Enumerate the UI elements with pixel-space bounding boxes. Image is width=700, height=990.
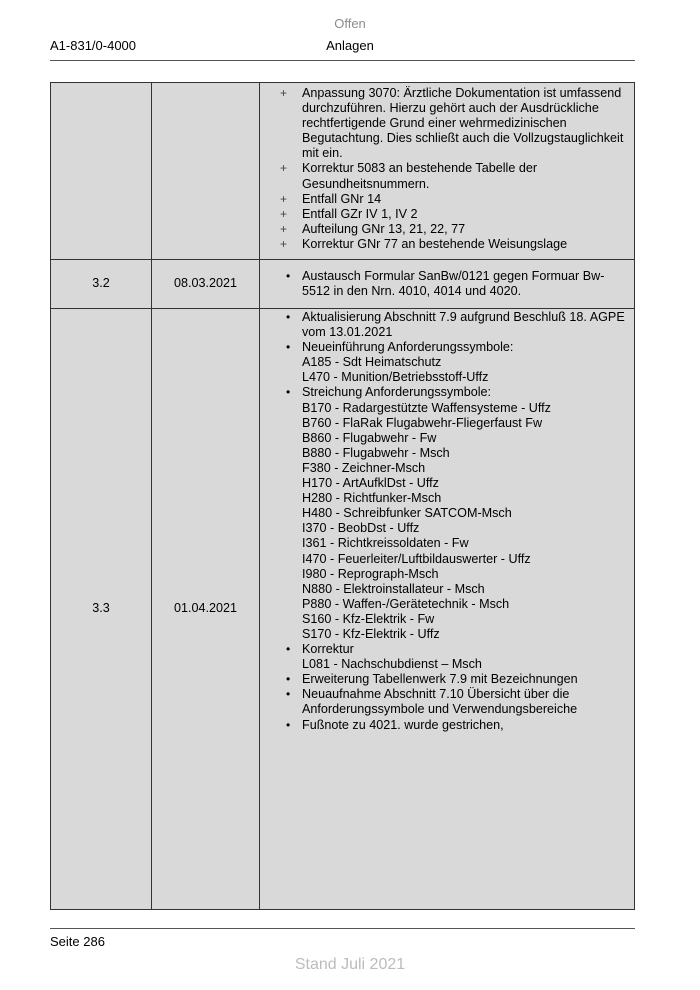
list-item: [260, 269, 628, 299]
symbol-entry: L470 - Munition/Betriebsstoff-Uffz: [302, 370, 489, 385]
symbol-entry: S160 - Kfz-Elektrik - Fw: [302, 611, 435, 626]
symbol-entry: S170 - Kfz-Elektrik - Uffz: [302, 626, 440, 641]
change-list: [260, 310, 630, 733]
classification-label: Offen: [334, 16, 366, 31]
list-item: [260, 161, 630, 191]
revision-stamp: Stand Juli 2021: [294, 956, 406, 973]
symbol-entry: H280 - Richtfunker-Msch: [302, 491, 442, 506]
list-item-text: Aktualisierung Abschnitt 7.9 aufgrund Beschluß 18. AGPE vom 13.01.2021: [302, 310, 625, 340]
bullet-icon: •: [286, 310, 291, 324]
symbol-entry: I361 - Richtkreissoldaten - Fw: [302, 536, 469, 551]
list-item: [260, 687, 630, 717]
table-row: [51, 260, 635, 309]
list-item: [260, 385, 630, 642]
list-item: [260, 192, 630, 207]
symbol-entry: I370 - BeobDst - Uffz: [302, 521, 420, 536]
plus-bullet-icon: +: [280, 161, 288, 176]
symbol-entry: P880 - Waffen-/Gerätetechnik - Msch: [302, 596, 510, 611]
table-row: [51, 309, 635, 910]
row-date-cell: [152, 83, 260, 260]
symbol-entry: H170 - ArtAufklDst - Uffz: [302, 476, 439, 491]
change-list: [260, 86, 630, 252]
list-item: [260, 237, 630, 252]
list-item: [260, 718, 630, 733]
plus-bullet-icon: +: [280, 206, 288, 221]
row-number-cell: 3.3: [51, 309, 152, 910]
list-item: [260, 672, 630, 687]
page-number: Seite 286: [50, 934, 105, 949]
list-item: [260, 340, 630, 385]
list-item: [260, 86, 630, 161]
symbol-entry: B880 - Flugabwehr - Msch: [302, 445, 450, 460]
list-item: [260, 222, 630, 237]
row-date-cell: 01.04.2021: [152, 309, 260, 910]
change-list: [260, 269, 628, 299]
row-number-cell: [51, 83, 152, 260]
list-item-text: Erweiterung Tabellenwerk 7.9 mit Bezeichnungen: [302, 672, 578, 687]
list-item-text: Neuaufnahme Abschnitt 7.10 Übersicht über die Anforderungssymbole und Verwendungsbereiche: [302, 687, 578, 717]
section-title: Anlagen: [326, 38, 374, 53]
row-changes-cell: [260, 309, 635, 910]
symbol-entry: I470 - Feuerleiter/Luftbildauswerter - Uffz: [302, 551, 531, 566]
plus-bullet-icon: +: [280, 191, 288, 206]
list-item-text: Neueinführung Anforderungssymbole:: [302, 340, 514, 355]
symbol-entry: L081 - Nachschubdienst – Msch: [302, 657, 482, 672]
symbol-entry: N880 - Elektroinstallateur - Msch: [302, 581, 485, 596]
symbol-entry: B760 - FlaRak Flugabwehr-Fliegerfaust Fw: [302, 415, 543, 430]
plus-bullet-icon: +: [280, 221, 288, 236]
list-item: [260, 642, 630, 672]
row-changes-cell: [260, 83, 635, 260]
row-changes-cell: [260, 260, 635, 309]
plus-bullet-icon: +: [280, 236, 288, 251]
list-item: [260, 310, 630, 340]
list-item-text: Entfall GZr IV 1, IV 2: [302, 206, 418, 221]
list-item-text: Fußnote zu 4021. wurde gestrichen,: [302, 717, 504, 732]
header-divider: [50, 60, 635, 61]
symbol-entry: F380 - Zeichner-Msch: [302, 460, 426, 475]
list-item-text: Anpassung 3070: Ärztliche Dokumentation ist umfassend durchzuführen. Hierzu gehört auch der Ausdrückliche rechtfertigende Grund einer wehrmedizinischen Begutachtung. Dies schließt auch die Vollzugstauglichkeit mit ein.: [302, 86, 624, 161]
symbol-entry: I980 - Reprograph-Msch: [302, 566, 439, 581]
list-item-text: Aufteilung GNr 13, 21, 22, 77: [302, 221, 466, 236]
list-item-text: Austausch Formular SanBw/0121 gegen Formuar Bw-5512 in den Nrn. 4010, 4014 und 4020.: [302, 269, 605, 299]
bullet-icon: •: [286, 340, 291, 355]
change-log-table: [50, 82, 635, 910]
row-date-cell: 08.03.2021: [152, 260, 260, 309]
table-row: [51, 83, 635, 260]
bullet-icon: •: [286, 642, 291, 657]
bullet-icon: •: [286, 717, 291, 732]
bullet-icon: •: [286, 687, 291, 702]
bullet-icon: •: [286, 672, 291, 687]
row-number-cell: 3.2: [51, 260, 152, 309]
list-item-text: Entfall GNr 14: [302, 191, 382, 206]
symbol-entry: A185 - Sdt Heimatschutz: [302, 355, 442, 370]
document-id: A1-831/0-4000: [50, 38, 137, 53]
list-item-text: Streichung Anforderungssymbole:: [302, 385, 492, 400]
symbol-entry: B860 - Flugabwehr - Fw: [302, 430, 437, 445]
footer-divider: [50, 928, 635, 929]
symbol-entry: H480 - Schreibfunker SATCOM-Msch: [302, 506, 512, 521]
list-item-text: Korrektur: [302, 642, 354, 657]
symbol-entry: B170 - Radargestützte Waffensysteme - Uffz: [302, 400, 551, 415]
plus-bullet-icon: +: [280, 86, 288, 100]
list-item-text: Korrektur 5083 an bestehende Tabelle der Gesundheitsnummern.: [302, 161, 538, 191]
list-item: [260, 207, 630, 222]
list-item-text: Korrektur GNr 77 an bestehende Weisungslage: [302, 236, 568, 251]
bullet-icon: •: [286, 269, 291, 283]
bullet-icon: •: [286, 385, 291, 400]
